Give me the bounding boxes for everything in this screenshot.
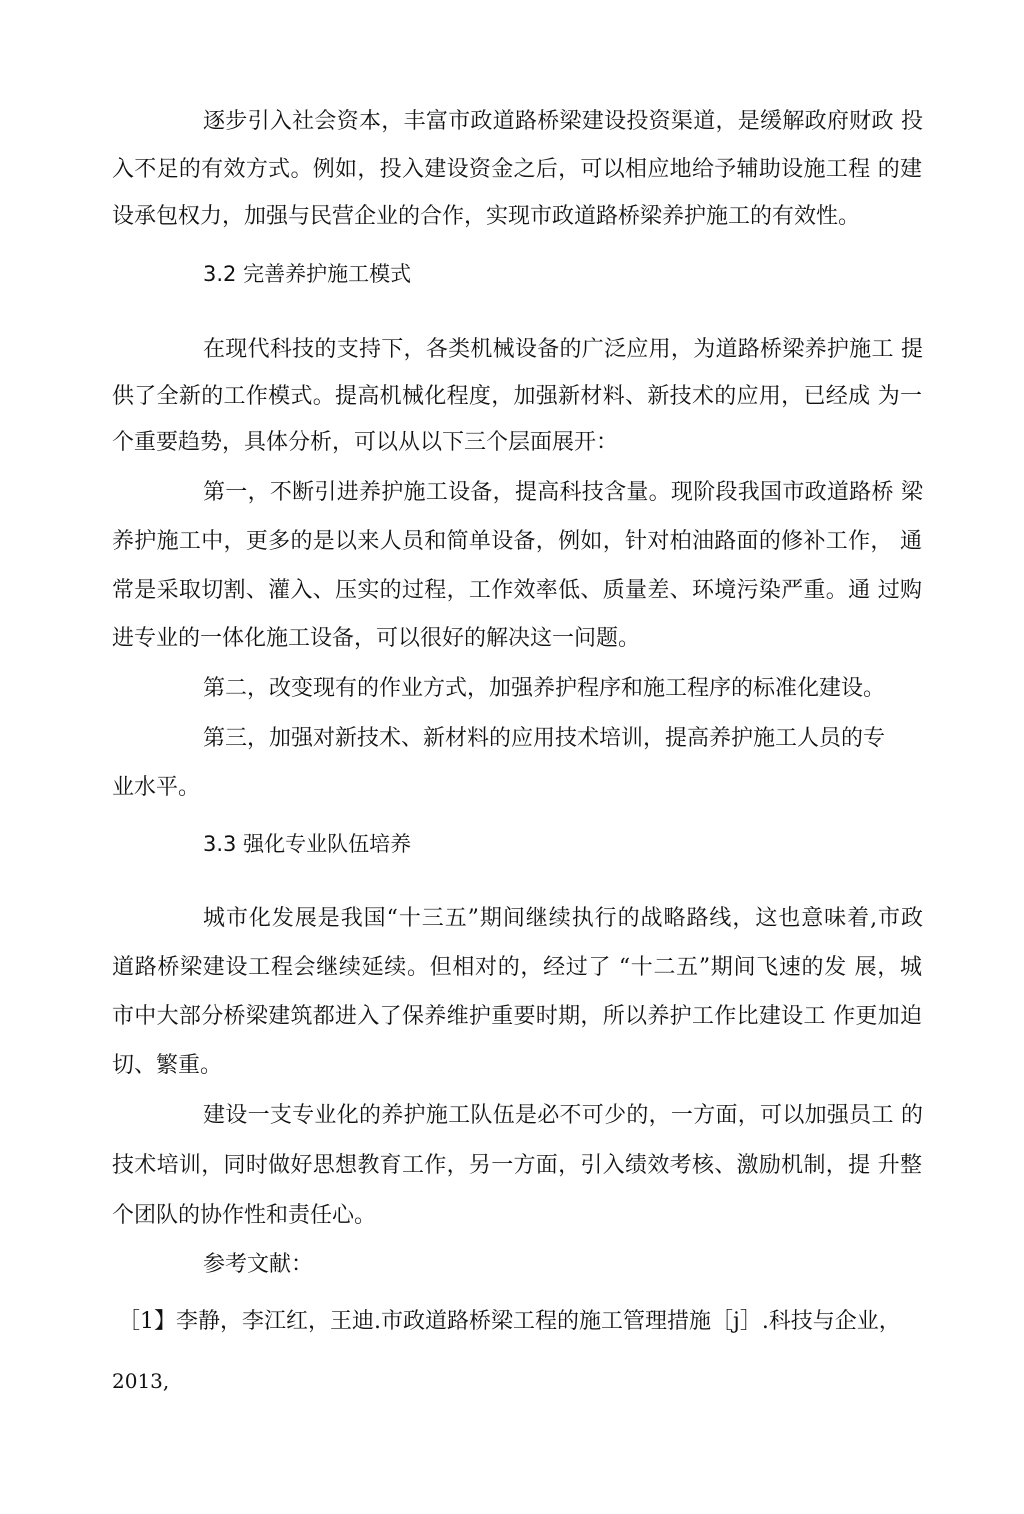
paragraph-5-line-1: 第三，加强对新技术、新材料的应用技术培训，提高养护施工人员的专 xyxy=(203,726,886,751)
paragraph-2-line-3: 个重要趋势，具体分析，可以从以下三个层面展开： xyxy=(112,430,619,455)
paragraph-3-line-4: 进专业的一体化施工设备，可以很好的解决这一问题。 xyxy=(112,626,641,651)
section-heading-3-3: 3.3 强化专业队伍培养 xyxy=(203,832,412,856)
paragraph-2-line-1: 在现代科技的支持下，各类机械设备的广泛应用，为道路桥梁养护施工 提 xyxy=(203,337,923,362)
paragraph-3-line-3: 常是采取切割、灌入、压实的过程，工作效率低、质量差、环境污染严重。通 过购 xyxy=(112,578,922,603)
paragraph-3-line-2: 养护施工中，更多的是以来人员和简单设备，例如，针对柏油路面的修补工作， 通 xyxy=(112,529,922,554)
section-heading-3-2: 3.2 完善养护施工模式 xyxy=(203,262,412,286)
references-label: 参考文献： xyxy=(203,1252,314,1277)
paragraph-4: 第二，改变现有的作业方式，加强养护程序和施工程序的标准化建设。 xyxy=(203,676,886,701)
paragraph-1-line-1: 逐步引入社会资本，丰富市政道路桥梁建设投资渠道，是缓解政府财政 投 xyxy=(203,109,923,134)
paragraph-6-line-4: 切、繁重。 xyxy=(112,1053,223,1078)
paragraph-2-line-2: 供了全新的工作模式。提高机械化程度，加强新材料、新技术的应用，已经成 为一 xyxy=(112,384,922,409)
paragraph-1-line-3: 设承包权力，加强与民营企业的合作，实现市政道路桥梁养护施工的有效性。 xyxy=(112,204,861,229)
paragraph-7-line-2: 技术培训，同时做好思想教育工作，另一方面，引入绩效考核、激励机制，提 升整 xyxy=(112,1153,922,1178)
paragraph-3-line-1: 第一，不断引进养护施工设备，提高科技含量。现阶段我国市政道路桥 梁 xyxy=(203,480,923,505)
paragraph-6-line-1: 城市化发展是我国“十三五”期间继续执行的战略路线，这也意味着,市政 xyxy=(203,906,923,931)
paragraph-5-line-2: 业水平。 xyxy=(112,775,201,800)
reference-1: ［1】李静，李江红，王迪.市政道路桥梁工程的施工管理措施［j］.科技与企业， xyxy=(118,1309,901,1334)
reference-1-year: 2013, xyxy=(112,1369,170,1393)
paragraph-6-line-2: 道路桥梁建设工程会继续延续。但相对的，经过了 “十二五”期间飞速的发 展，城 xyxy=(112,955,922,980)
paragraph-7-line-3: 个团队的协作性和责任心。 xyxy=(112,1203,377,1228)
paragraph-1-line-2: 入不足的有效方式。例如，投入建设资金之后，可以相应地给予辅助设施工程 的建 xyxy=(112,157,922,182)
paragraph-7-line-1: 建设一支专业化的养护施工队伍是必不可少的，一方面，可以加强员工 的 xyxy=(203,1103,923,1128)
paragraph-6-line-3: 市中大部分桥梁建筑都进入了保养维护重要时期，所以养护工作比建设工 作更加迫 xyxy=(112,1004,922,1029)
